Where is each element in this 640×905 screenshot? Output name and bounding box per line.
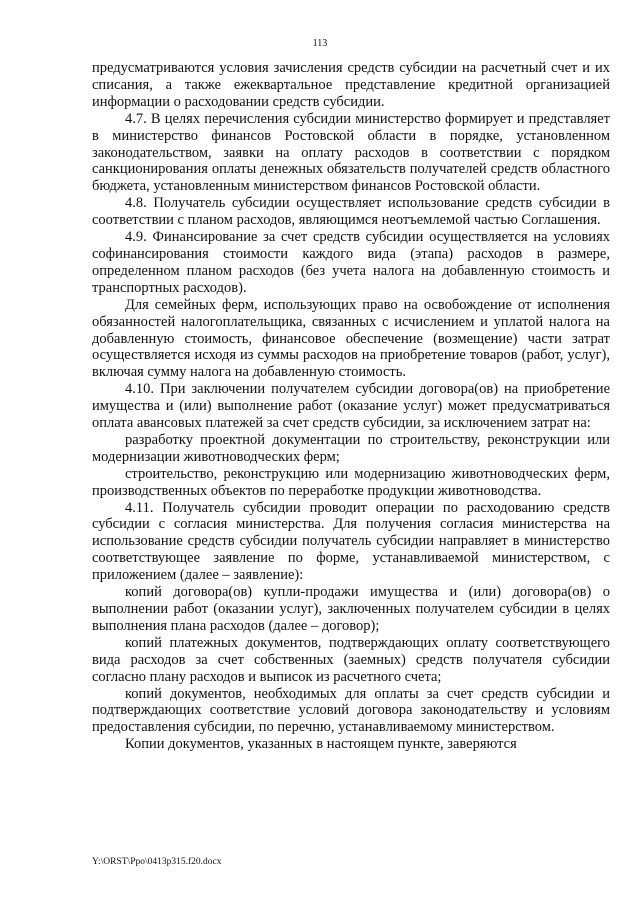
paragraph: копий договора(ов) купли-продажи имущества и (или) договора(ов) о выполнении работ (оказании услуг), заключенных получателем субсидии в целях выполнения плана расходов (далее – договор); [92,584,610,634]
footer-file-path: Y:\ORST\Ppo\0413p315.f20.docx [92,857,222,867]
document-body [92,60,610,753]
paragraph: Для семейных ферм, использующих право на освобождение от исполнения обязанностей налогоплательщика, связанных с исчислением и уплатой налога на добавленную стоимость, финансовое обеспечение (возмещение) части затрат осуществляется исходя из суммы расходов на приобретение товаров (работ, услуг), включая сумму налога на добавленную стоимость. [92,296,610,381]
paragraph: 4.10. При заключении получателем субсидии договора(ов) на приобретение имущества и (или) выполнение работ (оказание услуг) может предусматриваться оплата авансовых платежей за счет средств субсидии, за исключением затрат на: [92,381,610,432]
paragraph: 4.8. Получатель субсидии осуществляет использование средств субсидии в соответствии с планом расходов, являющимся неотъемлемой частью Соглашения. [92,195,610,229]
paragraph: разработку проектной документации по строительству, реконструкции или модернизации животноводческих ферм; [92,431,610,465]
page-number: 113 [312,38,328,49]
paragraph: 4.7. В целях перечисления субсидии министерство формирует и представляет в министерство финансов Ростовской области в порядке, установленном законодательством, заявки на оплату расходов в соответствии с порядком санкционирования оплаты денежных обязательств получателей средств областного бюджета, установленным министерством финансов Ростовской области. [92,110,610,195]
paragraph: 4.11. Получатель субсидии проводит операции по расходованию средств субсидии с согласия министерства. Для получения согласия министерства на использование средств субсидии получатель субсидии направляет в министерство соответствующее заявление по форме, устанавливаемой министерством, с приложением (далее – заявление): [92,499,610,584]
paragraph: строительство, реконструкцию или модернизацию животноводческих ферм, производственных объектов по переработке продукции животноводства. [92,465,610,499]
paragraph: копий платежных документов, подтверждающих оплату соответствующего вида расходов за счет собственных (заемных) средств получателя субсидии согласно плану расходов и выписок из расчетного счета; [92,634,610,685]
paragraph: предусматриваются условия зачисления средств субсидии на расчетный счет и их списания, а также ежеквартальное представление кредитной организацией информации о расходовании средств субсидии. [92,60,610,110]
paragraph: копий документов, необходимых для оплаты за счет средств субсидии и подтверждающих соответствие условий договора законодательству и условиям предоставления субсидии, по перечню, устанавливаемому министерством. [92,685,610,736]
paragraph: 4.9. Финансирование за счет средств субсидии осуществляется на условиях софинансирования стоимости каждого вида (этапа) расходов в размере, определенном планом расходов (без учета налога на добавленную стоимость и транспортных расходов). [92,229,610,296]
paragraph: Копии документов, указанных в настоящем пункте, заверяются [125,736,517,753]
